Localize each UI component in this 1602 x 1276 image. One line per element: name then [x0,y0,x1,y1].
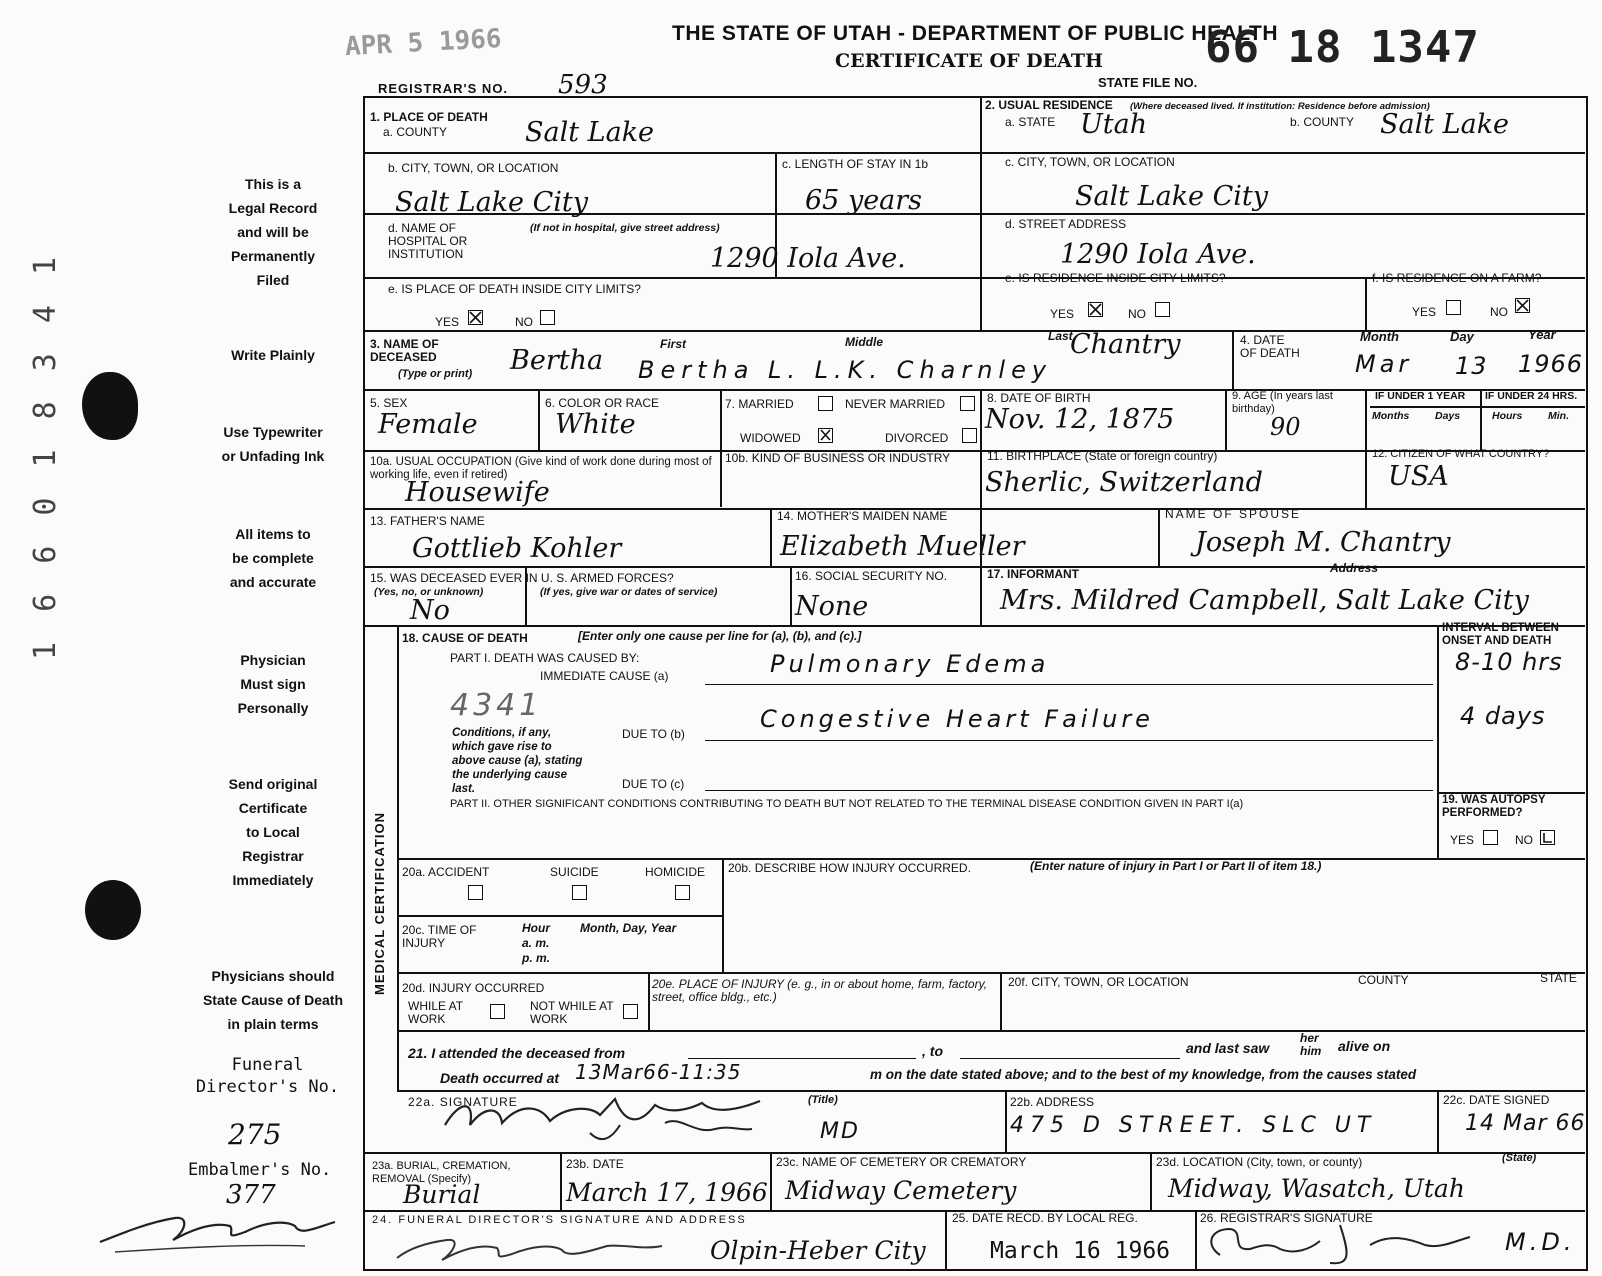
describe-injury-note: (Enter nature of injury in Part I or Part II of item 18.) [1030,859,1322,873]
cemetery-label: 23c. NAME OF CEMETERY OR CREMATORY [776,1155,1027,1169]
father-name: Gottlieb Kohler [412,533,622,564]
armed-forces-label: 15. WAS DECEASED EVER IN U. S. ARMED FORCES? [370,571,674,585]
res-limits-no-checkbox[interactable] [1155,302,1170,317]
embalmer-label: Embalmer's No. [188,1160,332,1180]
farm-yes-checkbox[interactable] [1446,300,1461,315]
part1-label: PART I. DEATH WAS CAUSED BY: [450,651,640,665]
location-state-label: (State) [1502,1152,1537,1164]
ssn-label: 16. SOCIAL SECURITY NO. [795,569,948,583]
limits-yes-label: YES [435,315,460,329]
sex: Female [378,409,478,440]
informant: Mrs. Mildred Campbell, Salt Lake City [1000,585,1529,616]
funeral-director-label: Funeral Director's No. [195,1055,340,1097]
autopsy-yes-checkbox[interactable] [1483,830,1498,845]
armed-note: (Yes, no, or unknown) [374,586,484,598]
dob-label: 8. DATE OF BIRTH [987,391,1091,405]
cause-b: Congestive Heart Failure [760,705,1154,733]
residence-county-label: b. COUNTY [1290,115,1355,129]
death-day: 13 [1455,352,1488,380]
certificate-title: THE STATE OF UTAH - DEPARTMENT OF PUBLIC HEALTH [672,22,1279,45]
month-label: Month [1360,329,1399,344]
medical-certification-label: MEDICAL CERTIFICATION [372,811,387,995]
attended-to-label: , to [922,1043,943,1059]
deceased-last-name: Chantry [1070,329,1181,360]
middle-label: Middle [845,335,883,349]
never-married-label: NEVER MARRIED [845,397,946,411]
date-signed: 14 Mar 66 [1465,1111,1586,1136]
punch-hole-bottom [85,880,141,940]
race-label: 6. COLOR OR RACE [545,396,660,410]
injury-county-label: COUNTY [1358,973,1409,987]
sidebar-typewriter: Use Typewriter or Unfading Ink [221,424,325,464]
registrar-md: M.D. [1505,1228,1576,1256]
last-label: Last [1048,329,1073,343]
date-received: March 16 1966 [990,1238,1171,1264]
residence-city: Salt Lake City [1075,181,1269,212]
location-label: 23d. LOCATION (City, town, or county) [1156,1155,1363,1169]
length-of-stay: 65 years [805,185,923,216]
autopsy-no-label: NO [1515,833,1533,847]
limits-no-label: NO [515,315,533,329]
registrar-signature-label: 26. REGISTRAR'S SIGNATURE [1200,1211,1373,1225]
year-label: Year [1528,327,1556,342]
residence-state-label: a. STATE [1005,115,1056,129]
not-while-at-work-checkbox[interactable] [623,1004,638,1019]
interval-b: 4 days [1460,702,1546,730]
accident-checkbox[interactable] [468,885,483,900]
war-note: (If yes, give war or dates of service) [540,586,718,598]
conditions-note: Conditions, if any, which gave rise to above cause (a), stating the underlying cause last. [452,727,583,795]
county-label: a. COUNTY [383,125,448,139]
mother-label: 14. MOTHER'S MAIDEN NAME [777,509,948,523]
state-file-label: STATE FILE NO. [1098,75,1198,90]
pm-label: p. m. [522,951,551,965]
due-to-b-label: DUE TO (b) [622,727,685,741]
date-signed-label: 22c. DATE SIGNED [1443,1093,1550,1107]
embalmer-number: 377 [226,1180,276,1210]
burial: Burial [403,1180,481,1209]
informant-label: 17. INFORMANT [987,567,1080,581]
sidebar-send: Send original Certificate to Local Registrar Immediately [228,776,318,888]
place-of-injury-label: 20e. PLACE OF INJURY (e. g., in or about home, farm, factory, street, office bldg., etc.) [652,977,988,1004]
birthplace-label: 11. BIRTHPLACE (State or foreign country) [987,449,1218,463]
sidebar-legal-notice: This is a Legal Record and will be Permanently Filed [228,176,318,288]
funeral-director-signature [392,1222,682,1270]
limits-yes-checkbox[interactable] [468,310,483,325]
hospital-address: 1290 Iola Ave. [710,243,906,274]
injury-city-label: 20f. CITY, TOWN, OR LOCATION [1008,975,1189,989]
sidebar-cause-note: Physicians should State Cause of Death in plain terms [202,968,344,1032]
while-at-work-label: WHILE AT WORK [408,999,463,1026]
occupation: Housewife [405,477,550,508]
punch-hole-top [82,372,138,440]
min-label: Min. [1548,410,1569,422]
age: 90 [1270,413,1301,441]
day-label: Day [1450,329,1474,344]
injury-occurred-label: 20d. INJURY OCCURRED [402,981,545,995]
burial-date-label: 23b. DATE [566,1157,624,1171]
certificate-subtitle: CERTIFICATE OF DEATH [835,50,1103,72]
residence-limits-label: e. IS RESIDENCE INSIDE CITY LIMITS? [1005,271,1226,285]
citizenship: USA [1388,461,1449,492]
sidebar-complete: All items to be complete and accurate [229,526,317,590]
never-married-checkbox[interactable] [960,396,975,411]
file-number: 66 18 1347 [1205,22,1480,73]
armed-forces: No [410,595,450,626]
am-label: a. m. [522,936,550,950]
residence-note: (Where deceased lived. If institution: Residence before admission) [1130,101,1430,112]
due-to-c-label: DUE TO (c) [622,777,685,791]
cause-a: Pulmonary Edema [770,650,1050,678]
autopsy-label: 19. WAS AUTOPSY PERFORMED? [1442,794,1546,819]
married-checkbox[interactable] [818,396,833,411]
homicide-checkbox[interactable] [675,885,690,900]
under-24-hrs-label: IF UNDER 24 HRS. [1485,390,1578,402]
immediate-cause-label: IMMEDIATE CAUSE (a) [540,669,669,683]
address-label: 22b. ADDRESS [1010,1095,1095,1109]
first-label: First [660,337,687,351]
injury-state-label: STATE [1540,971,1577,985]
part2-label: PART II. OTHER SIGNIFICANT CONDITIONS CONTRIBUTING TO DEATH BUT NOT RELATED TO THE TERMINAL DISEASE CONDITION GIVEN IN PART I(a) [450,798,1244,810]
residence-county: Salt Lake [1380,109,1510,140]
hospital-label: d. NAME OF HOSPITAL OR INSTITUTION [388,221,468,261]
interval-label: INTERVAL BETWEEN ONSET AND DEATH [1442,622,1559,647]
vertical-serial-number: 1 6 6 0 1 8 3 4 1 [28,250,63,660]
burial-label: 23a. BURIAL, CREMATION, REMOVAL (Specify) [372,1160,511,1185]
death-city: Salt Lake City [395,187,589,218]
under-1-year-label: IF UNDER 1 YEAR [1375,390,1466,402]
hour-label: Hour [522,921,550,935]
birthplace: Sherlic, Switzerland [985,467,1263,498]
place-of-death-label: 1. PLACE OF DEATH [370,110,488,124]
spouse-label: NAME OF SPOUSE [1165,507,1302,521]
date-of-birth: Nov. 12, 1875 [985,404,1175,435]
residence-city-label: c. CITY, TOWN, OR LOCATION [1005,155,1175,169]
farm-yes-label: YES [1412,305,1437,319]
received-date-stamp: APR 5 1966 [344,23,503,63]
residence-label: 2. USUAL RESIDENCE [985,98,1113,112]
widowed-label: WIDOWED [740,431,801,445]
deceased-name-label: 3. NAME OF DECEASED [370,337,439,364]
citizen-label: 12. CITIZEN OF WHAT COUNTRY? [1372,448,1550,460]
month-day-year-label: Month, Day, Year [580,921,677,935]
divorced-label: DIVORCED [885,431,949,445]
burial-location: Midway, Wasatch, Utah [1168,1174,1465,1203]
death-county: Salt Lake [525,117,655,148]
residence-street: 1290 Iola Ave. [1060,239,1256,270]
res-limits-yes-checkbox[interactable] [1088,302,1103,317]
age-label: 9. AGE (In years last birthday) [1232,390,1333,415]
death-statement: m on the date stated above; and to the best of my knowledge, from the causes stated [870,1067,1417,1082]
registrar-number: 593 [558,70,608,100]
accident-label: 20a. ACCIDENT [402,865,490,879]
deceased-name-note: (Type or print) [398,368,473,380]
hours-label: Hours [1492,410,1523,422]
sidebar-signature [95,1192,385,1262]
suicide-checkbox[interactable] [572,885,587,900]
deceased-first-name: Bertha [510,345,604,376]
farm-label: f. IS RESIDENCE ON A FARM? [1372,271,1542,285]
death-month: Mar [1355,350,1413,378]
alive-on-label: alive on [1338,1038,1391,1054]
sidebar-write-plainly: Write Plainly [231,347,315,363]
sidebar-physician: Physician Must sign Personally [237,652,309,716]
funeral-director: Olpin-Heber City [710,1236,926,1265]
ssn: None [795,591,869,622]
mother-name: Elizabeth Mueller [780,531,1025,562]
her-him-label: her him [1300,1031,1322,1058]
death-year: 1966 [1518,350,1584,378]
informant-address-label: Address [1330,561,1379,575]
last-saw-label: and last saw [1186,1040,1270,1056]
death-time: 13Mar66-11:35 [575,1060,742,1084]
registrar-number-label: REGISTRAR'S NO. [378,81,509,96]
length-of-stay-label: c. LENGTH OF STAY IN 1b [782,157,929,171]
widowed-checkbox[interactable] [818,428,833,443]
attended-label: 21. I attended the deceased from [408,1045,626,1061]
funeral-director-number: 275 [228,1118,282,1151]
funeral-director-sig-label: 24. FUNERAL DIRECTOR'S SIGNATURE AND ADDRESS [372,1214,747,1226]
cause-of-death-note: [Enter only one cause per line for (a), (b), and (c).] [578,629,862,643]
divorced-checkbox[interactable] [962,428,977,443]
burial-date: March 17, 1966 [566,1178,768,1207]
not-while-at-work-label: NOT WHILE AT WORK [530,999,614,1026]
physician-address: 475 D STREET. SLC UT [1010,1113,1377,1138]
farm-no-label: NO [1490,305,1508,319]
death-occurred-label: Death occurred at [440,1070,560,1086]
date-of-death-label: 4. DATE OF DEATH [1240,333,1300,360]
hospital-note: (If not in hospital, give street address) [530,222,720,234]
farm-no-checkbox[interactable] [1515,298,1530,313]
days-label: Days [1435,410,1461,422]
business-label: 10b. KIND OF BUSINESS OR INDUSTRY [725,451,951,465]
date-received-label: 25. DATE RECD. BY LOCAL REG. [952,1211,1138,1225]
sex-label: 5. SEX [370,396,408,410]
married-label: 7. MARRIED [725,397,794,411]
spouse-name: Joseph M. Chantry [1195,527,1451,558]
autopsy-yes-label: YES [1450,833,1475,847]
while-at-work-checkbox[interactable] [490,1004,505,1019]
suicide-label: SUICIDE [550,865,599,879]
race: White [555,409,636,440]
cause-of-death-label: 18. CAUSE OF DEATH [402,631,528,645]
describe-injury-label: 20b. DESCRIBE HOW INJURY OCCURRED. [728,861,971,875]
death-city-label: b. CITY, TOWN, OR LOCATION [388,161,559,175]
title-label: (Title) [808,1094,838,1106]
autopsy-no-checkbox[interactable] [1540,830,1555,845]
signature-label: 22a. SIGNATURE [408,1095,518,1109]
cemetery: Midway Cemetery [785,1176,1017,1205]
res-limits-yes-label: YES [1050,307,1075,321]
res-limits-no-label: NO [1128,307,1146,321]
time-of-injury-label: 20c. TIME OF INJURY [402,923,477,950]
residence-state: Utah [1080,109,1148,140]
deceased-name-handwritten: Bertha L. L.K. Charnley [638,356,1053,384]
city-limits-label: e. IS PLACE OF DEATH INSIDE CITY LIMITS? [388,282,641,296]
disease-code: 4341 [450,688,543,723]
physician-md: MD [820,1119,860,1144]
months-label: Months [1372,410,1410,422]
interval-a: 8-10 hrs [1455,648,1563,676]
limits-no-checkbox[interactable] [540,310,555,325]
homicide-label: HOMICIDE [645,865,705,879]
father-label: 13. FATHER'S NAME [370,514,485,528]
street-address-label: d. STREET ADDRESS [1005,217,1127,231]
occupation-label: 10a. USUAL OCCUPATION (Give kind of work done during most of working life, even if retired) [370,456,712,481]
registrar-signature [1200,1215,1510,1271]
